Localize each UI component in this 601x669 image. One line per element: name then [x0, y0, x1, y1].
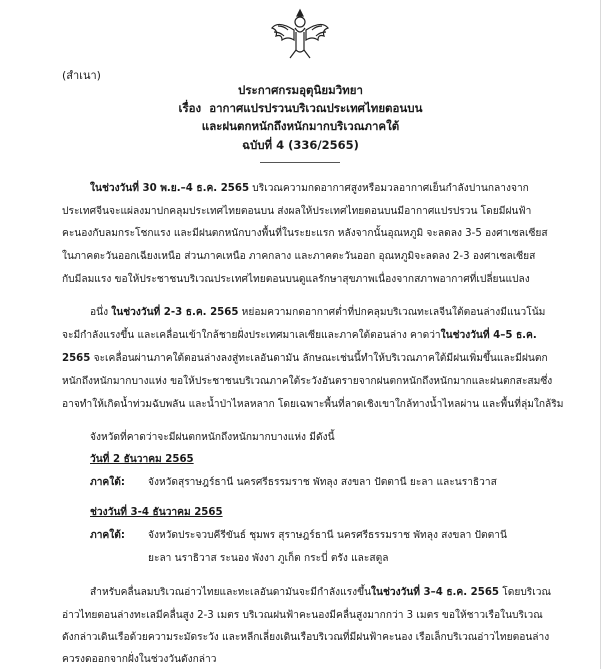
subject-line-1: อากาศแปรปรวนบริเวณประเทศไทยตอนบน: [209, 101, 423, 115]
para3-line: ควรงดออกจากฝั่งในช่วงวันดังกล่าว: [62, 654, 217, 665]
provinces-intro: จังหวัดที่คาดว่าจะมีฝนตกหนักถึงหนักมากบางแห่ง มีดังนี้: [90, 432, 335, 443]
issue-number: ฉบับที่ 4 (336/2565): [242, 138, 359, 152]
para2-line: อนึ่ง ในช่วงวันที่ 2-3 ธ.ค. 2565 หย่อมความกดอากาศต่ำที่ปกคลุมบริเวณทะเลจีนใต้ตอนล่างมีแนวโน้ม: [90, 307, 546, 318]
subject-prefix: เรื่อง: [178, 101, 202, 115]
para3-line: ดังกล่าวเดินเรือด้วยความระมัดระวัง และหลีกเลี่ยงเดินเรือบริเวณที่มีฝนฟ้าคะนอง เรือเล็กบริเวณอ่าวไทยตอนล่าง: [62, 632, 550, 643]
para1-line: ในช่วงวันที่ 30 พ.ย.–4 ธ.ค. 2565 บริเวณความกดอากาศสูงหรือมวลอากาศเย็นกำลังปานกลางจาก: [90, 183, 529, 194]
para2-line: อาจทำให้เกิดน้ำท่วมฉับพลัน และน้ำป่าไหลหลาก โดยเฉพาะพื้นที่ลาดเชิงเขาใกล้ทางน้ำไหลผ่าน และพื้นที่ลุ่มใกล้ริม: [62, 399, 564, 410]
para2-line: หนักถึงหนักมากบางแห่ง ขอให้ประชาชนบริเวณภาคใต้ระวังอันตรายจากฝนตกหนักถึงหนักมากและฝนตกสะสมซึ่ง: [62, 376, 553, 387]
day1-label: วันที่ 2 ธันวาคม 2565: [90, 454, 194, 465]
para1-line: คะนองกับลมกระโชกแรง และมีฝนตกหนักบางพื้นที่ในระยะแรก หลังจากนั้นอุณหภูมิ จะลดลง 3-5 องศาเซลเซียส: [62, 228, 548, 239]
day1-provinces: จังหวัดสุราษฎร์ธานี นครศรีธรรมราช พัทลุง สงขลา ปัตตานี ยะลา และนราธิวาส: [148, 477, 497, 488]
subject-line-2: และฝนตกหนักถึงหนักมากบริเวณภาคใต้: [201, 119, 400, 133]
para2-date: ในช่วงวันที่ 2-3 ธ.ค. 2565: [111, 307, 239, 318]
para2-line: 2565 จะเคลื่อนผ่านภาคใต้ตอนล่างลงสู่ทะเลอันดามัน ลักษณะเช่นนี้ทำให้บริเวณภาคใต้มีฝนเพิ่มขึ้นและมีฝนตก: [62, 353, 548, 364]
announcement-org: ประกาศกรมอุตุนิยมวิทยา: [238, 83, 363, 97]
para1-line: กับมีลมแรง ขอให้ประชาชนบริเวณประเทศไทยตอนบนดูแลรักษาสุขภาพเนื่องจากสภาพอากาศที่เปลี่ยนแปลง: [62, 274, 530, 285]
para3-line: อ่าวไทยตอนล่างทะเลมีคลื่นสูง 2-3 เมตร บริเวณฝนฟ้าคะนองมีคลื่นสูงมากกว่า 3 เมตร ขอให้ชาวเรือในบริเวณ: [62, 610, 543, 621]
para3-date: ในช่วงวันที่ 3–4 ธ.ค. 2565: [371, 587, 500, 598]
day1-region: ภาคใต้:: [90, 477, 125, 488]
para1-line: ประเทศจีนจะแผ่ลงมาปกคลุมประเทศไทยตอนบน ส่งผลให้ประเทศไทยตอนบนมีอากาศแปรปรวน โดยมีฝนฟ้า: [62, 206, 532, 217]
divider: [260, 162, 340, 163]
announcement-subject: [0, 100, 601, 118]
copy-tag: (สำเนา): [62, 69, 101, 82]
day2-provinces: ยะลา นราธิวาส ระนอง พังงา ภูเก็ต กระบี่ ตรัง และสตูล: [148, 553, 389, 564]
garuda-emblem-icon: [268, 6, 332, 62]
day2-region: ภาคใต้:: [90, 530, 125, 541]
day2-label: ช่วงวันที่ 3-4 ธันวาคม 2565: [90, 507, 223, 518]
para3-line: สำหรับคลื่นลมบริเวณอ่าวไทยและทะเลอันดามันจะมีกำลังแรงขึ้นในช่วงวันที่ 3–4 ธ.ค. 2565 โดยบริเวณ: [90, 587, 551, 598]
para1-date: ในช่วงวันที่ 30 พ.ย.–4 ธ.ค. 2565: [90, 183, 250, 194]
day2-provinces: จังหวัดประจวบคีรีขันธ์ ชุมพร สุราษฎร์ธานี นครศรีธรรมราช พัทลุง สงขลา ปัตตานี: [148, 530, 507, 541]
para1-line: ในภาคตะวันออกเฉียงเหนือ ส่วนภาคเหนือ ภาคกลาง และภาคตะวันออก อุณหภูมิจะลดลง 2-3 องศาเซลเซียส: [62, 251, 536, 262]
para2-line: จะมีกำลังแรงขึ้น และเคลื่อนเข้าใกล้ชายฝั่งประเทศมาเลเซียและภาคใต้ตอนล่าง คาดว่าในช่วงวันที่ 4–5 ธ.ค.: [62, 330, 537, 341]
